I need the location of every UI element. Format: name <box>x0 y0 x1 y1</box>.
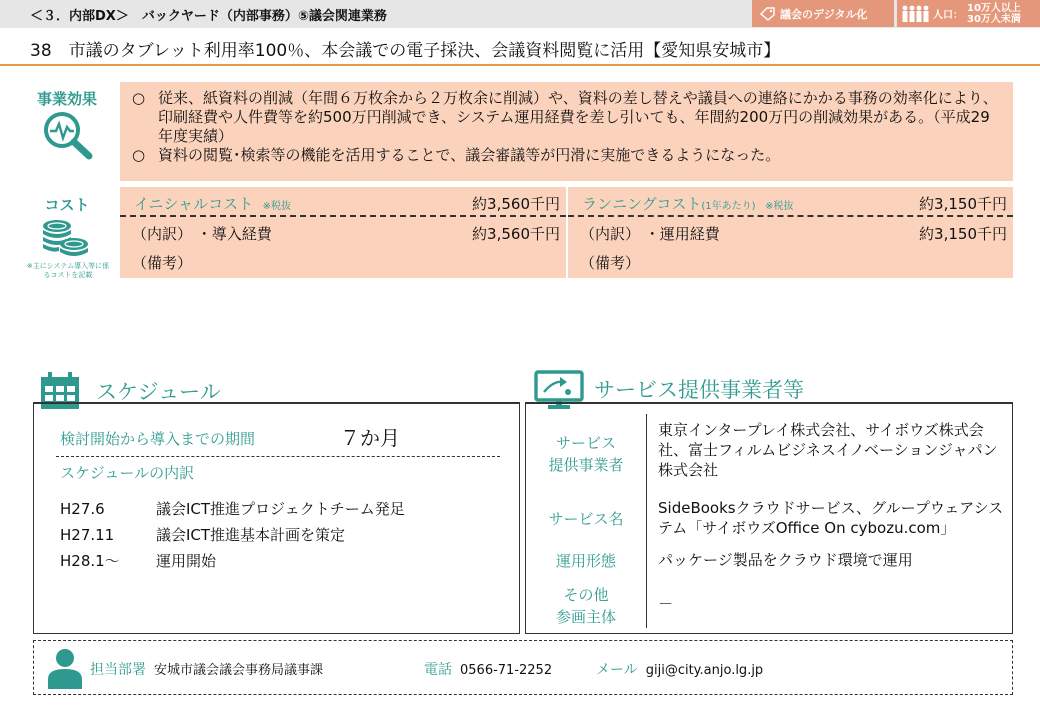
effect-label: 事業効果 <box>36 90 97 108</box>
tag-digital-label: 議会のデジタル化 <box>780 7 868 21</box>
mail-value[interactable]: giji@city.anjo.lg.jp <box>645 663 764 678</box>
population-line-1: 10万人以上 <box>967 2 1021 14</box>
mode-label: 運用形態 <box>555 552 616 570</box>
schedule-divider <box>56 456 500 457</box>
page-title: 38 市議のタブレット利用率100％、本会議での電子採決、会議資料閲覧に活用【愛知県安城市】 <box>30 41 781 61</box>
phone-value: 0566-71-2252 <box>460 663 553 678</box>
running-breakdown-label: （内訳） <box>580 225 641 243</box>
other-label <box>526 584 646 628</box>
running-cost-name: ランニングコスト <box>582 195 702 213</box>
running-breakdown-row <box>580 223 1007 244</box>
provider-value: 東京インタープレイ株式会社、サイボウズ株式会社、富士フィルムビジネスイノベーションジャパン株式会社 <box>658 421 998 479</box>
effect-box <box>120 82 1013 181</box>
title-rule <box>0 64 1040 66</box>
initial-tax-note: ※税抜 <box>262 201 292 212</box>
initial-breakdown-value: 約3,560千円 <box>472 225 560 243</box>
provider-label <box>526 432 646 476</box>
initial-cost-total: 約3,560千円 <box>472 195 560 213</box>
magnifier-chart-icon <box>42 110 94 160</box>
running-breakdown-item: ・運用経費 <box>644 225 720 243</box>
phone-label: 電話 <box>424 662 452 678</box>
running-cost-total: 約3,150千円 <box>919 195 1007 213</box>
mail-label: メール <box>596 662 638 678</box>
effect-text-1: 従来、紙資料の削減（年間６万枚余から２万枚余に削減）や、資料の差し替えや議員への連絡にかかる事務の効率化により、印刷経費や人件費等を約500万円削減でき、システム運用経費を差し引いても、年間約200万円の削減効果がある。（平成29年度実績） <box>158 89 998 145</box>
initial-breakdown-item: ・導入経費 <box>196 225 272 243</box>
provider-label-line-1: サービス <box>555 434 616 452</box>
running-tax-note: ※税抜 <box>765 201 794 212</box>
running-breakdown-value: 約3,150千円 <box>919 225 1007 243</box>
effect-text-2: 資料の閲覧･検索等の機能を活用することで、議会審議等が円滑に実施できるようになった。 <box>158 146 781 164</box>
contact-box <box>33 640 1013 695</box>
service-value: SideBooksクラウドサービス、グループウェアシステム「サイボウズOffice On cybozu.com」 <box>658 499 1004 537</box>
people-icon <box>901 5 929 23</box>
initial-cost-header <box>120 187 566 217</box>
tag-population <box>897 0 1040 27</box>
schedule-period-label: 検討開始から導入までの期間 <box>60 430 256 448</box>
running-remarks-row <box>580 252 1007 273</box>
initial-cost-panel <box>120 187 566 278</box>
schedule-date: H27.6 <box>60 500 105 518</box>
running-remarks-label: （備考） <box>580 254 641 272</box>
cost-label: コスト <box>44 196 90 214</box>
contact-dept <box>90 659 323 679</box>
contact-phone <box>424 659 552 679</box>
schedule-row <box>60 550 216 571</box>
population-range <box>967 3 1021 25</box>
initial-cost-name: イニシャルコスト <box>134 195 254 213</box>
cost-note: ※主にシステム導入等に係るコストを記載 <box>26 262 110 279</box>
schedule-breakdown-label: スケジュールの内訳 <box>60 464 195 482</box>
bullet-mark: ○ <box>132 89 146 107</box>
breadcrumb: ＜３．内部DX＞ バックヤード（内部事務）⑤議会関連業務 <box>30 9 387 24</box>
initial-breakdown-row <box>132 223 560 244</box>
schedule-title: スケジュール <box>96 380 221 404</box>
schedule-row <box>60 524 345 545</box>
coins-icon <box>40 216 92 262</box>
provider-label-line-2: 提供事業者 <box>548 456 624 474</box>
provider-box <box>525 402 1013 634</box>
effect-item <box>132 146 1001 165</box>
provider-title: サービス提供事業者等 <box>594 378 804 402</box>
top-bar <box>0 0 1040 28</box>
initial-remarks-row <box>132 252 560 273</box>
effect-item <box>132 89 1001 146</box>
running-cost-panel <box>568 187 1013 278</box>
schedule-row <box>60 498 405 519</box>
schedule-date: H28.1～ <box>60 552 120 570</box>
population-line-2: 30万人未満 <box>967 13 1021 25</box>
provider-divider <box>646 414 647 628</box>
initial-cost-title <box>134 193 291 214</box>
other-label-line-1: その他 <box>563 586 609 604</box>
dept-label: 担当部署 <box>90 662 146 678</box>
initial-remarks-label: （備考） <box>132 254 193 272</box>
initial-breakdown-label: （内訳） <box>132 225 193 243</box>
schedule-date: H27.11 <box>60 526 115 544</box>
contact-mail <box>596 659 763 679</box>
running-cost-title <box>582 193 794 214</box>
service-label: サービス名 <box>548 510 624 528</box>
schedule-text: 議会ICT推進プロジェクトチーム発足 <box>156 500 405 518</box>
dept-value: 安城市議会議会事務局議事課 <box>154 663 324 678</box>
tag-icon <box>760 7 776 21</box>
other-label-line-2: 参画主体 <box>555 608 616 626</box>
tag-digital <box>752 0 894 27</box>
schedule-box <box>33 402 520 634</box>
schedule-period-value: ７か月 <box>340 426 400 450</box>
population-label: 人口： <box>933 10 963 21</box>
running-cost-header <box>568 187 1013 217</box>
schedule-text: 議会ICT推進基本計画を策定 <box>156 526 346 544</box>
other-value: － <box>658 595 674 613</box>
person-icon <box>46 647 84 689</box>
running-per-year: (1年あたり) <box>701 201 756 212</box>
bullet-mark: ○ <box>132 146 146 164</box>
schedule-text: 運用開始 <box>156 552 217 570</box>
mode-value: パッケージ製品をクラウド環境で運用 <box>658 551 913 569</box>
